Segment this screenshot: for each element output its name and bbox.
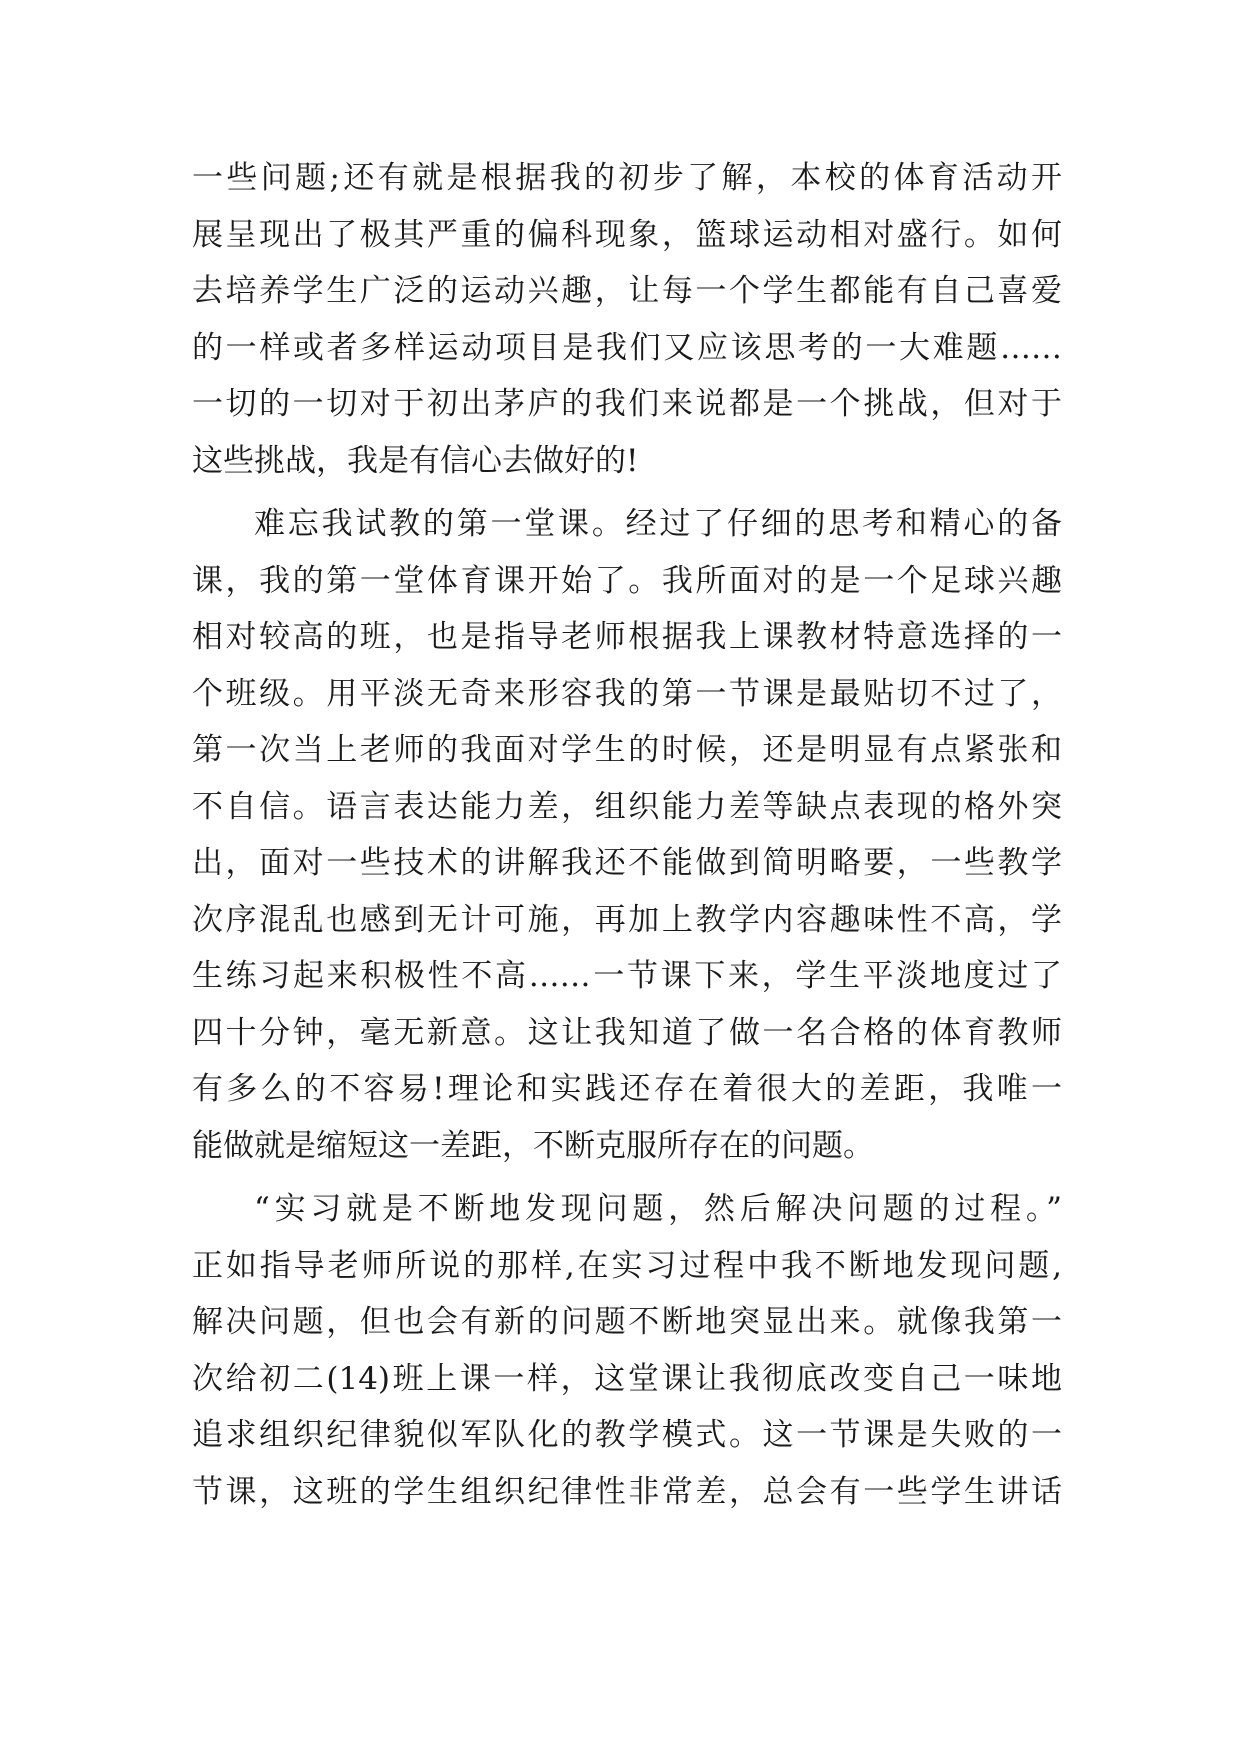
text-line: 生练习起来积极性不高……一节课下来，学生平淡地度过了	[192, 958, 1062, 994]
text-line: 追求组织纪律貌似军队化的教学模式。这一节课是失败的一	[192, 1417, 1062, 1453]
paragraph-3	[192, 1181, 1062, 1520]
text-line: 出，面对一些技术的讲解我还不能做到简明略要，一些教学	[192, 845, 1062, 881]
text-line: 这些挑战，我是有信心去做好的!	[192, 442, 639, 479]
text-line: 难忘我试教的第一堂课。经过了仔细的思考和精心的备	[254, 506, 1062, 542]
document-body	[192, 150, 1062, 1527]
text-line: 的一样或者多样运动项目是我们又应该思考的一大难题……	[192, 329, 1062, 366]
text-line: 不自信。语言表达能力差，组织能力差等缺点表现的格外突	[192, 788, 1062, 825]
text-line: 次给初二(14)班上课一样，这堂课让我彻底改变自己一味地	[192, 1360, 1062, 1397]
text-line: 次序混乱也感到无计可施，再加上教学内容趣味性不高，学	[192, 901, 1062, 938]
paragraph-2	[192, 496, 1062, 1174]
text-line: 个班级。用平淡无奇来形容我的第一节课是最贴切不过了，	[192, 675, 1062, 712]
text-line: 相对较高的班，也是指导老师根据我上课教材特意选择的一	[192, 619, 1062, 655]
text-line: 正如指导老师所说的那样,在实习过程中我不断地发现问题,	[192, 1247, 1062, 1284]
text-line: 节课，这班的学生组织纪律性非常差，总会有一些学生讲话	[192, 1473, 1062, 1510]
text-line: “实习就是不断地发现问题，然后解决问题的过程。”	[254, 1191, 1062, 1227]
text-line: 展呈现出了极其严重的偏科现象，篮球运动相对盛行。如何	[192, 216, 1062, 253]
text-line: 一些问题;还有就是根据我的初步了解，本校的体育活动开	[192, 160, 1062, 196]
paragraph-1	[192, 150, 1062, 489]
text-line: 课，我的第一堂体育课开始了。我所面对的是一个足球兴趣	[192, 562, 1062, 599]
text-line: 有多么的不容易!理论和实践还存在着很大的差距，我唯一	[192, 1071, 1062, 1107]
text-line: 能做就是缩短这一差距，不断克服所存在的问题。	[192, 1127, 874, 1164]
text-line: 第一次当上老师的我面对学生的时候，还是明显有点紧张和	[192, 732, 1062, 768]
text-line: 去培养学生广泛的运动兴趣，让每一个学生都能有自己喜爱	[192, 273, 1062, 309]
text-line: 一切的一切对于初出茅庐的我们来说都是一个挑战，但对于	[192, 386, 1062, 422]
text-line: 解决问题，但也会有新的问题不断地突显出来。就像我第一	[192, 1304, 1062, 1340]
text-line: 四十分钟，毫无新意。这让我知道了做一名合格的体育教师	[192, 1014, 1062, 1051]
